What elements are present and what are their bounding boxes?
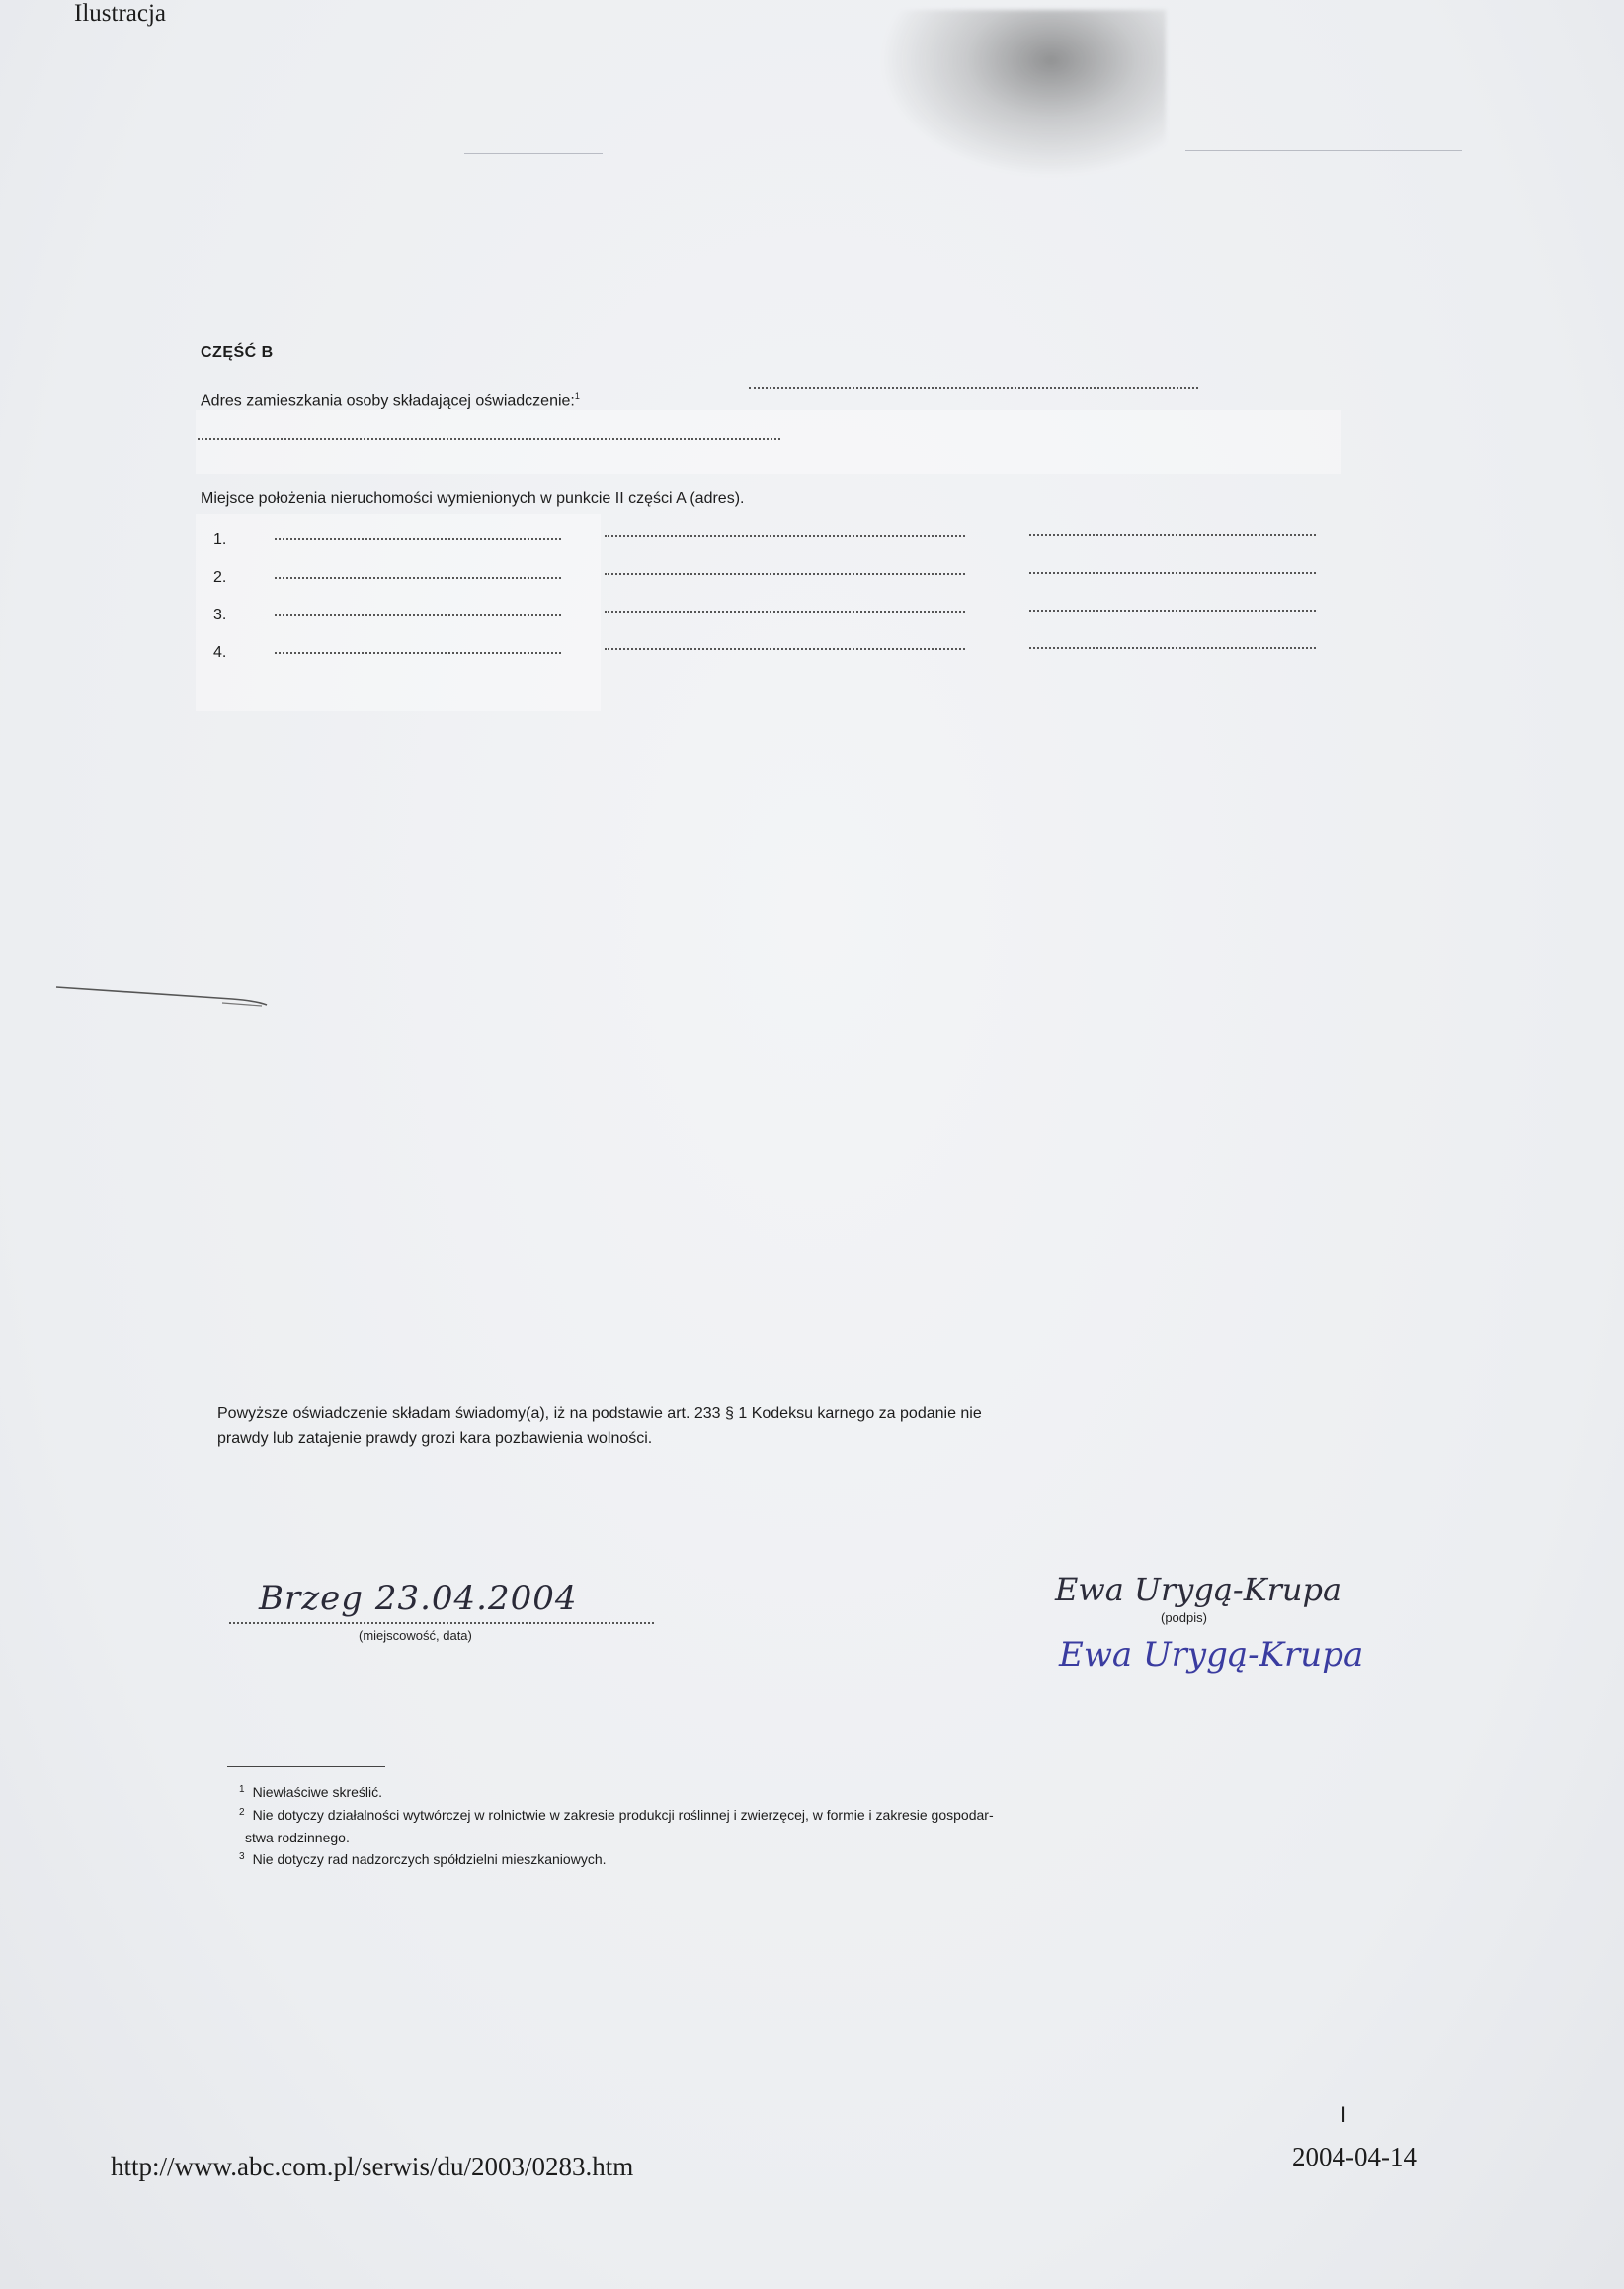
property-field-line <box>275 538 561 540</box>
property-label: Miejsce położenia nieruchomości wymienionych w punkcie II części A (adres). <box>201 490 745 507</box>
property-field-line <box>1029 610 1316 612</box>
signature-2: Ewa Urygą-Krupa <box>1059 1635 1364 1675</box>
footnote-mark: 1 <box>239 1784 245 1795</box>
footnote-text: stwa rodzinnego. <box>245 1830 350 1845</box>
footnote-2-cont <box>245 1830 350 1845</box>
property-field-line <box>1029 572 1316 574</box>
property-field-line <box>275 577 561 579</box>
property-field-line <box>605 611 965 613</box>
footnote-text: Nie dotyczy rad nadzorczych spółdzielni mieszkaniowych. <box>252 1851 607 1867</box>
row-number: 2. <box>213 569 227 586</box>
footnote-2 <box>239 1807 994 1823</box>
scan-smudge <box>879 10 1166 178</box>
property-field-line <box>605 535 965 537</box>
place-date-line <box>229 1622 654 1624</box>
place-date-handwritten: Brzeg 23.04.2004 <box>259 1579 578 1618</box>
property-field-line <box>1029 534 1316 536</box>
faint-rule <box>1185 150 1462 151</box>
address-label <box>201 391 580 410</box>
property-field-line <box>275 652 561 654</box>
pen-stroke-mark <box>54 983 272 1009</box>
place-date-caption: (miejscowość, data) <box>359 1628 472 1643</box>
declaration-line-1: Powyższe oświadczenie składam świadomy(a), iż na podstawie art. 233 § 1 Kodeksu karnego za podanie nie <box>217 1405 982 1422</box>
footnote-1 <box>239 1784 382 1800</box>
address-field-line-2 <box>198 438 780 440</box>
property-field-line <box>605 573 965 575</box>
signature-caption: (podpis) <box>1161 1610 1207 1625</box>
footnote-text: Niewłaściwe skreślić. <box>252 1784 383 1800</box>
address-field-line-1 <box>749 387 1198 389</box>
row-number: 1. <box>213 531 227 548</box>
footnote-rule <box>227 1766 385 1767</box>
faint-rule <box>464 153 603 154</box>
row-number: 3. <box>213 607 227 623</box>
address-label-text: Adres zamieszkania osoby składającej oświadczenie: <box>201 392 575 410</box>
footnote-mark: 2 <box>239 1807 245 1818</box>
footer-date: 2004-04-14 <box>1292 2142 1417 2171</box>
header-title: Ilustracja <box>74 0 167 27</box>
footer-url[interactable]: http://www.abc.com.pl/serwis/du/2003/0283.htm <box>111 2152 634 2181</box>
property-field-line <box>605 648 965 650</box>
property-field-line <box>275 614 561 616</box>
scan-highlight <box>196 410 1341 474</box>
footer-tick-mark: I <box>1340 2102 1347 2127</box>
declaration-line-2: prawdy lub zatajenie prawdy grozi kara pozbawienia wolności. <box>217 1431 653 1447</box>
footnote-text: Nie dotyczy działalności wytwórczej w rolnictwie w zakresie produkcji roślinnej i zwierzęcej, w formie i zakresie gospodar- <box>252 1807 994 1823</box>
signature-1: Ewa Urygą-Krupa <box>1055 1571 1342 1608</box>
footnote-3 <box>239 1851 607 1867</box>
address-footnote-mark: 1 <box>574 391 580 401</box>
row-number: 4. <box>213 644 227 661</box>
footnote-mark: 3 <box>239 1851 245 1862</box>
property-field-line <box>1029 647 1316 649</box>
section-title: CZĘŚĆ B <box>201 344 274 361</box>
scan-highlight <box>196 514 601 711</box>
